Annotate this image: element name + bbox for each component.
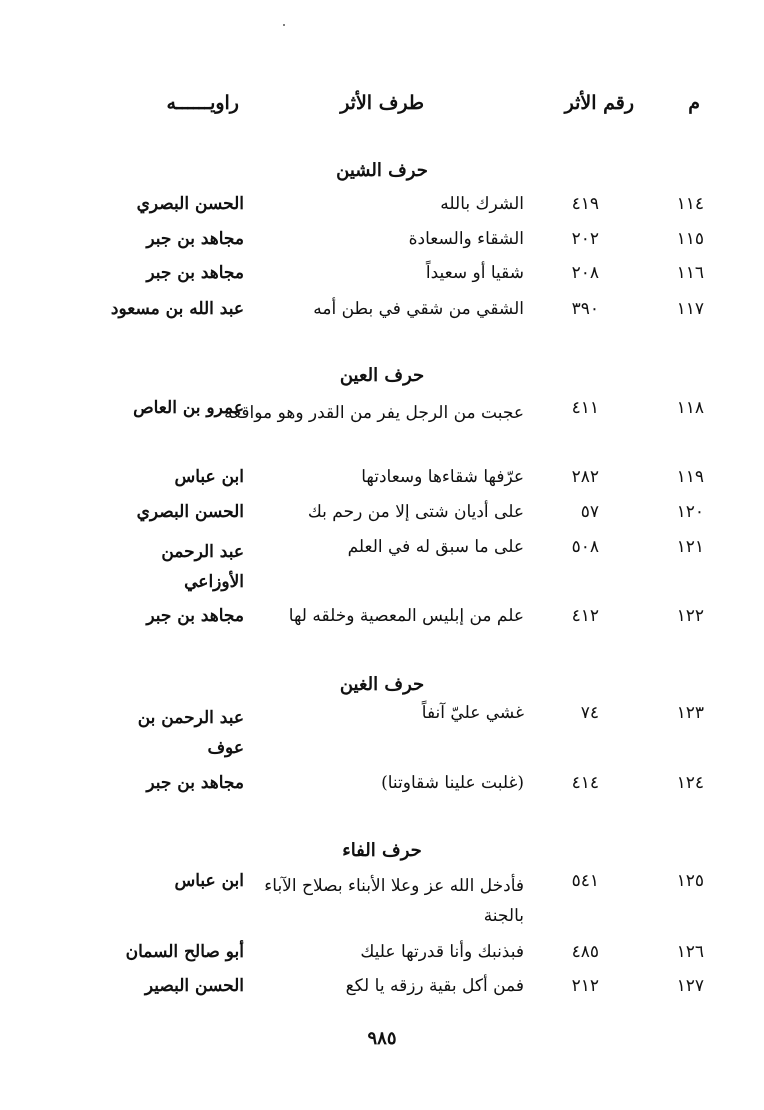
row-title: فبذنبك وأنا قدرتها عليك [360, 942, 524, 962]
table-row [0, 773, 764, 805]
table-row [0, 467, 764, 499]
row-narrator: عمرو بن العاص [133, 398, 244, 418]
section-title-ain: حرف العين [339, 365, 425, 386]
header-num: م [688, 92, 700, 114]
row-ref: ٤١٢ [571, 606, 599, 626]
row-number: ١١٦ [676, 263, 704, 283]
table-row [0, 229, 764, 261]
row-number: ١١٧ [676, 299, 704, 319]
row-title: على ما سبق له في العلم [347, 537, 524, 557]
table-row [0, 194, 764, 226]
section-title-sheen: حرف الشين [336, 160, 428, 181]
row-narrator: مجاهد بن جبر [146, 606, 244, 626]
header-title: طرف الأثر [340, 92, 424, 114]
row-narrator: عبد الرحمن بن عوف [137, 708, 244, 758]
row-ref: ٢١٢ [571, 976, 599, 996]
row-narrator: الحسن البصري [136, 194, 244, 214]
row-ref: ٤١٩ [571, 194, 599, 214]
row-number: ١٢٦ [676, 942, 704, 962]
table-row [0, 502, 764, 534]
row-ref: ٢٨٢ [571, 467, 599, 487]
row-ref: ٥٧ [580, 502, 599, 522]
row-title: علم من إبليس المعصية وخلقه لها [288, 606, 524, 626]
row-title: على أديان شتى إلا من رحم بك [307, 502, 524, 522]
row-title: عجبت من الرجل يفر من القدر وهو مواقعه [224, 403, 524, 423]
row-ref: ٢٠٢ [571, 229, 599, 249]
row-narrator: ابن عباس [174, 467, 244, 487]
row-number: ١١٩ [676, 467, 704, 487]
row-title: الشقي من شقي في بطن أمه [313, 299, 524, 319]
scan-speck [283, 24, 285, 26]
table-row [0, 299, 764, 331]
row-number: ١٢٢ [676, 606, 704, 626]
row-number: ١٢٣ [676, 703, 704, 723]
row-ref: ٣٩٠ [571, 299, 599, 319]
table-row [0, 703, 764, 767]
section-title-fa: حرف الفاء [342, 840, 422, 861]
row-narrator: الحسن البصير [144, 976, 244, 996]
table-row [0, 606, 764, 638]
header-ref: رقم الأثر [564, 92, 634, 114]
row-number: ١١٤ [676, 194, 704, 214]
row-ref: ٢٠٨ [571, 263, 599, 283]
row-narrator: ابن عباس [174, 871, 244, 891]
row-ref: ٤٨٥ [571, 942, 599, 962]
section-title-ghain: حرف الغين [339, 674, 425, 695]
page-number: ٩٨٥ [367, 1028, 397, 1049]
table-row [0, 976, 764, 1008]
table-row [0, 871, 764, 935]
row-number: ١١٨ [676, 398, 704, 418]
row-number: ١١٥ [676, 229, 704, 249]
row-narrator: أبو صالح السمان [125, 942, 244, 962]
row-ref: ٧٤ [580, 703, 599, 723]
row-title: الشقاء والسعادة [408, 229, 524, 249]
row-ref: ٥٠٨ [571, 537, 599, 557]
row-number: ١٢١ [676, 537, 704, 557]
table-row [0, 263, 764, 295]
row-narrator: مجاهد بن جبر [146, 229, 244, 249]
row-number: ١٢٥ [676, 871, 704, 891]
table-row [0, 942, 764, 974]
row-narrator: الحسن البصري [136, 502, 244, 522]
table-row [0, 537, 764, 601]
row-number: ١٢٠ [676, 502, 704, 522]
table-row [0, 398, 764, 462]
header-narrator: راويــــــه [166, 92, 239, 114]
row-narrator: مجاهد بن جبر [146, 773, 244, 793]
row-title: فأدخل الله عز وعلا الأبناء بصلاح الآباء بالجنة [264, 876, 524, 926]
row-title: غشي عليّ آنفاً [421, 703, 524, 723]
row-narrator: عبد الرحمن الأوزاعي [161, 542, 244, 592]
row-number: ١٢٧ [676, 976, 704, 996]
row-narrator: عبد الله بن مسعود [110, 299, 244, 319]
row-title: فمن أكل بقية رزقه يا لكع [345, 976, 524, 996]
row-title: (غلبت علينا شقاوتنا) [381, 773, 524, 793]
row-narrator: مجاهد بن جبر [146, 263, 244, 283]
row-ref: ٥٤١ [571, 871, 599, 891]
row-number: ١٢٤ [676, 773, 704, 793]
row-title: عرّفها شقاءها وسعادتها [361, 467, 524, 487]
row-title: الشرك بالله [440, 194, 524, 214]
row-ref: ٤١١ [571, 398, 599, 418]
row-ref: ٤١٤ [571, 773, 599, 793]
row-title: شقيا أو سعيداً [425, 263, 524, 283]
